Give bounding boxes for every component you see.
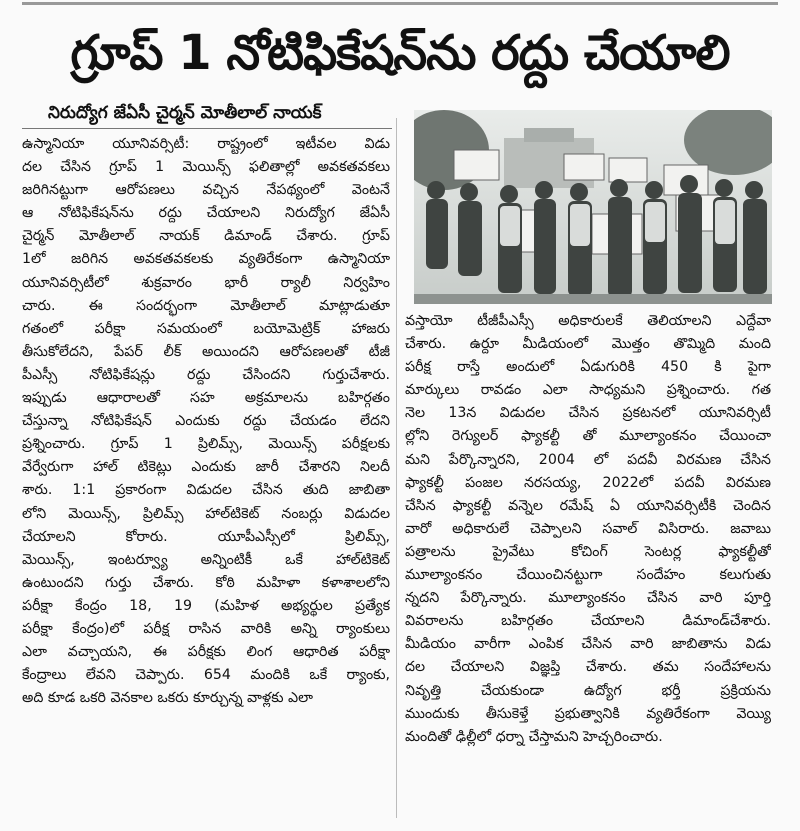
right-column-line: నెల 13న విడుదల చేసిన ప్రకటనలో యూనివర్సిటీ — [405, 405, 771, 422]
left-column-line: పీఎస్సీ నోటిఫికేషన్లు రద్దు చేసిందని గుర్తుచేశారు. — [22, 366, 390, 383]
right-column-line: వారో అధికారులే చెప్పాలని సవాల్ విసిరారు. జవాబు — [405, 520, 771, 537]
left-column-line: దల చేసిన గ్రూప్ 1 మెయిన్స్ ఫలితాల్లో అవకతవకలు — [22, 159, 390, 176]
left-column — [22, 133, 390, 710]
left-column-line: అది కూడ ఒకరి వెనకాల ఒకరు కూర్చున్న వాళ్లకు ఎలా — [22, 690, 313, 707]
right-column-line: మీడియం వారీగా ఎంపిక చేసిన వారి జాబితాను విడు — [405, 636, 771, 653]
left-column-line: తీసుకోలేదని, పేపర్ లీక్ అయిందని ఆరోపణలతో టీజీ — [22, 343, 390, 360]
right-column-line: పత్రాలను ప్రైవేటు కోచింగ్ సెంటర్ల ఫ్యాకల్టీతో — [405, 543, 771, 560]
left-column-line: లోని మెయిన్స్, ప్రిలిమ్స్ హాల్‌టికెట్ నంబర్లు విడుదల — [22, 505, 390, 522]
left-column-line: శారు. 1:1 ప్రకారంగా విడుదల చేసిన తుది జాబితా — [22, 482, 390, 499]
right-column-line: నివృత్తి చేయకుండా ఉద్యోగ భర్తీ ప్రక్రియను — [405, 682, 771, 699]
left-column-line: కేంద్రాలు లేవని చెప్పారు. 654 మందికి ఒకే ర్యాంకు, — [22, 667, 390, 684]
right-column-line: మని పేర్కొన్నారని, 2004 లో పదవీ విరమణ చేసిన — [405, 451, 771, 468]
right-column-line: మూల్యాంకనం చేయించినట్టుగా సందేహం కలుగుతు — [405, 567, 771, 584]
left-column-line: 1లో జరిగిన అవకతవకలకు వ్యతిరేకంగా ఉస్మానియా — [22, 251, 390, 268]
left-column-line: మెయిన్స్, ఇంటర్వ్యూ అన్నింటికీ ఒకే హాల్‌టికెట్ — [22, 551, 390, 568]
left-column-line: చారు. ఈ సందర్భంగా మోతీలాల్ మాట్లాడుతూ — [22, 297, 390, 314]
left-column-line: వేర్వేరుగా హాల్ టికెట్లు ఎందుకు జారీ చేశారని నిలదీ — [22, 459, 390, 476]
left-column-line: ఉస్మానియా యూనివర్సిటీ: రాష్ట్రంలో ఇటీవల విడు — [22, 136, 390, 152]
right-column-line: ఫ్యాకల్టీ పంజల నరసయ్య, 2022లో పదవీ విరమణ — [405, 474, 771, 491]
right-column-line: న్నదని పేర్కొన్నారు. మూల్యాంకనం చేసిన వారి పూర్తి — [405, 590, 771, 607]
right-column-line: ముందుకు తీసుకెళ్తే ప్రభుత్వానికి వ్యతిరేకంగా వెయ్యి — [405, 705, 771, 722]
left-column-line: ఎలా వచ్చాయని, ఈ పరీక్షకు లింగ ఆధారిత పరీక్షా — [22, 644, 390, 661]
right-column — [405, 310, 771, 749]
left-column-line: ఉంటుందని గుర్తు చేశారు. కోఠి మహిళా కళాశాలలోని — [22, 574, 390, 591]
right-column-line: మందితో ఢిల్లీలో ధర్నా చేస్తామని హెచ్చరించారు. — [405, 728, 663, 745]
left-column-line: ఆ నోటిఫికేషన్‌ను రద్దు చేయాలని నిరుద్యోగ జేఏసీ — [22, 205, 390, 222]
top-rule — [22, 2, 778, 5]
left-column-line: పరీక్షా కేంద్రం 18, 19 (మహిళ అభ్యర్థుల ప్రత్యేక — [22, 597, 390, 614]
right-column-line: దల చేయాలని విజ్ఞప్తి చేశారు. తమ సందేహాలను — [405, 659, 771, 676]
protest-photo — [414, 110, 772, 304]
left-column-line: గతంలో పరీక్షా సమయంలో బయోమెట్రిక్ హాజరు — [22, 320, 390, 337]
left-column-line: యూనివర్సిటీలో శుక్రవారం భారీ ర్యాలీ నిర్వహిం — [22, 274, 390, 291]
left-column-line: పరీక్షా కేంద్రం)లో పరీక్ష రాసిన వారికి అన్ని ర్యాంకులు — [22, 620, 390, 637]
right-column-line: చేసిన ఫ్యాకల్టీ వన్నెల రమేష్ ఏ యూనివర్సిటీకి చెందిన — [405, 497, 771, 514]
left-column-line: ప్రశ్నించారు. గ్రూప్ 1 ప్రిలిమ్స్, మెయిన్స్ పరీక్షలకు — [22, 436, 390, 453]
column-divider — [396, 118, 397, 818]
right-column-line: చేశారు. ఉర్దూ మీడియంలో మొత్తం తొమ్మిది మంది — [405, 336, 771, 353]
left-column-line: జరిగినట్టుగా ఆరోపణలు వచ్చిన నేపథ్యంలో వెంటనే — [22, 182, 390, 199]
byline: నిరుద్యోగ జేఏసీ చైర్మన్ మోతీలాల్ నాయక్ — [48, 103, 322, 123]
headline: గ్రూప్ 1 నోటిఫికేషన్‌ను రద్దు చేయాలి — [70, 25, 730, 81]
protest-photo-illustration — [414, 110, 772, 304]
left-column-line: చేస్తున్నా నోటిఫికేషన్ ఎందుకు రద్దు చేయడం లేదని — [22, 413, 390, 430]
right-column-line: మార్కులు రావడం ఎలా సాధ్యమని ప్రశ్నించారు. గత — [405, 382, 771, 399]
right-column-line: వస్తాయో టీజీపీఎస్సీ అధికారులకే తెలియాలని ఎద్దేవా — [405, 313, 771, 329]
right-column-line: ల్లోని రెగ్యులర్ ఫ్యాకల్టీ తో మూల్యాంకనం చేయించా — [405, 428, 771, 445]
left-column-line: ఇప్పుడు ఆధారాలతో సహ అక్రమాలను బహిర్గతం — [22, 390, 390, 407]
left-column-line: చేయాలని కోరారు. యూపీఎస్సీలో ప్రిలిమ్స్, — [22, 528, 390, 545]
left-column-line: చైర్మన్ మోతీలాల్ నాయక్ డిమాండ్ చేశారు. గ్రూప్ — [22, 228, 390, 245]
right-column-line: వివరాలను బహిర్గతం చేయాలని డిమాండ్‌చేశారు. — [405, 613, 771, 630]
byline-underline — [22, 128, 392, 129]
right-column-line: పరీక్ష రాస్తే అందులో ఏడుగురికి 450 కి పైగా — [405, 359, 771, 376]
